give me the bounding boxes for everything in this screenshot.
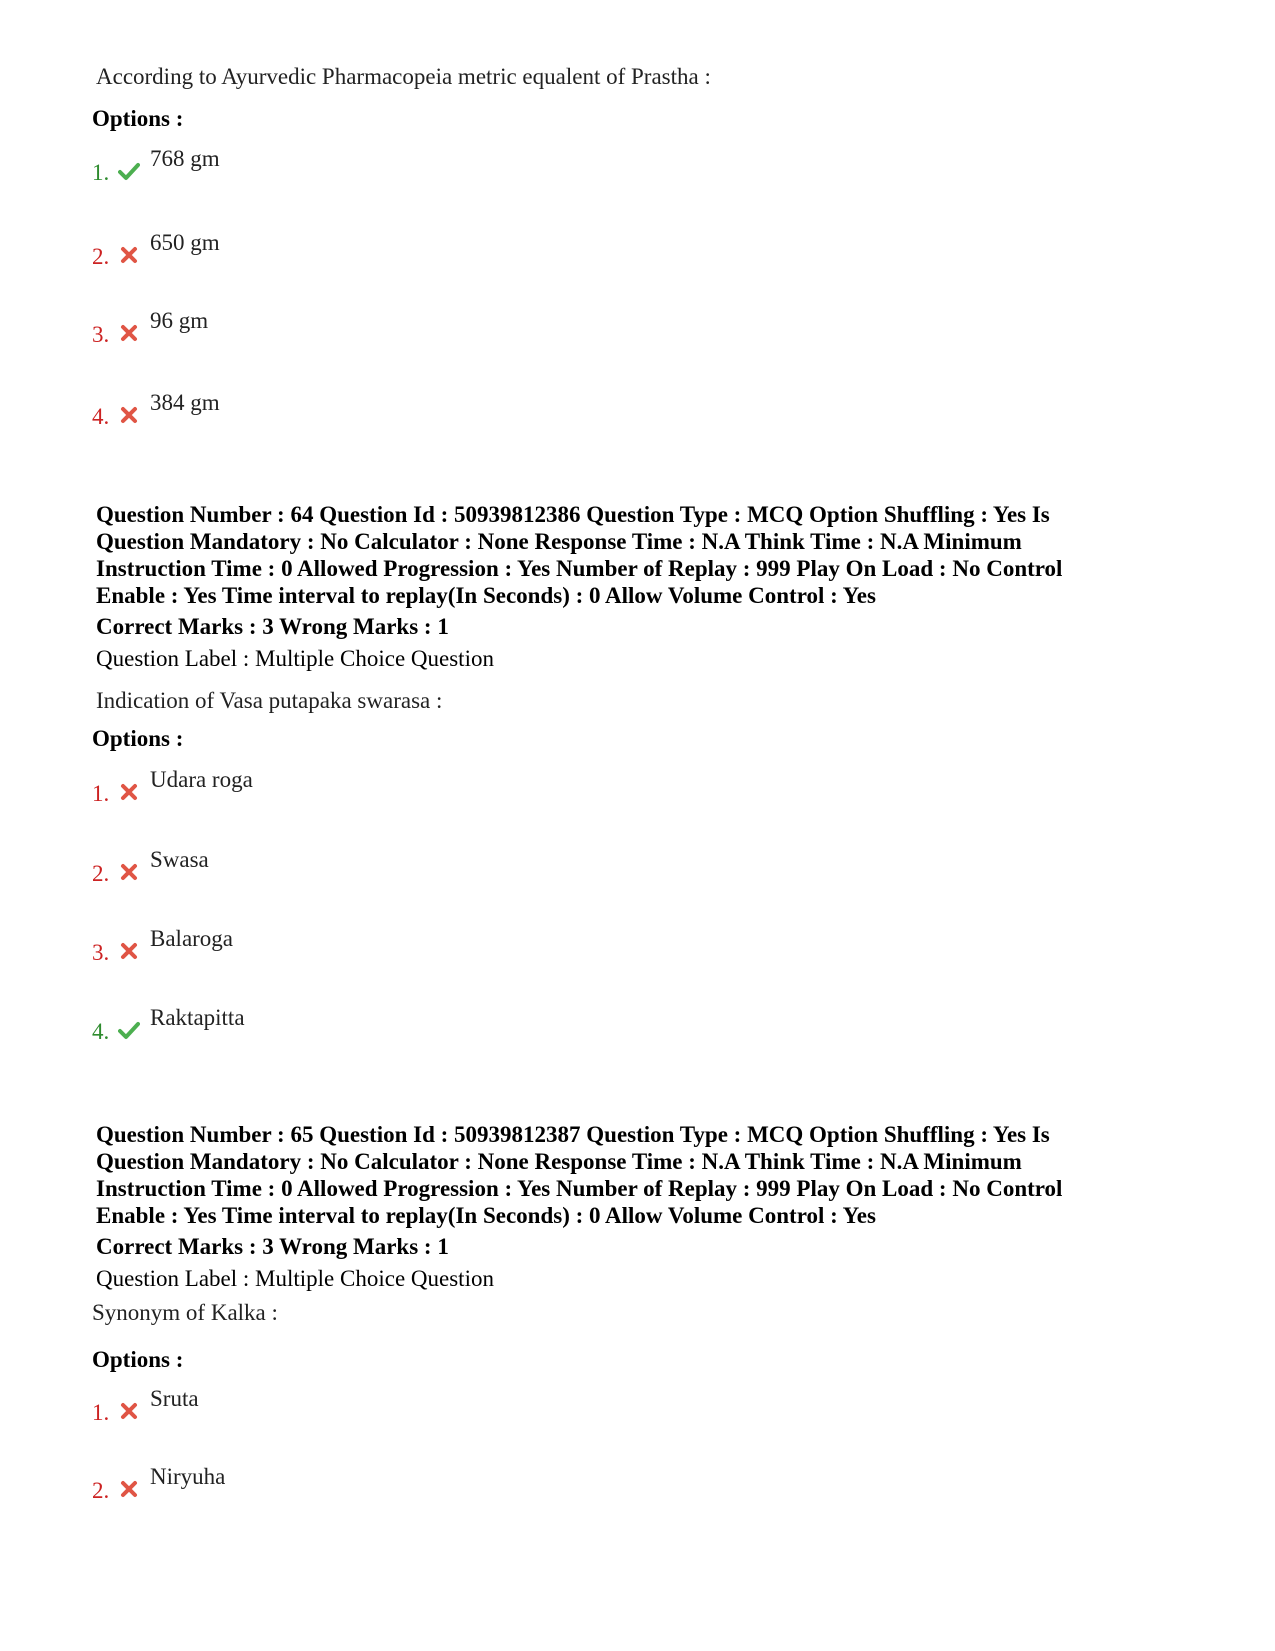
option-text: Udara roga [150,767,253,792]
options-label: Options : [92,106,184,131]
cross-icon [118,404,140,426]
option-text: 650 gm [150,230,220,255]
option-text: Swasa [150,847,209,872]
meta-line: Question Mandatory : No Calculator : None Response Time : N.A Think Time : N.A Minimum [96,529,1022,554]
option-text: 96 gm [150,308,209,333]
meta-line: Question Number : 65 Question Id : 50939812387 Question Type : MCQ Option Shuffling : Yes Is [96,1122,1050,1147]
marks-line: Correct Marks : 3 Wrong Marks : 1 [96,1234,449,1259]
meta-line: Enable : Yes Time interval to replay(In Seconds) : 0 Allow Volume Control : Yes [96,583,876,608]
meta-line: Question Number : 64 Question Id : 50939812386 Question Type : MCQ Option Shuffling : Yes Is [96,502,1050,527]
question-label: Question Label : Multiple Choice Question [96,646,494,671]
option-text: Sruta [150,1386,199,1411]
option-number: 1. [92,781,110,806]
option-number: 3. [92,940,110,965]
option-number: 3. [92,322,110,347]
question-label: Question Label : Multiple Choice Question [96,1266,494,1291]
option-text: Niryuha [150,1464,226,1489]
check-icon [118,1019,140,1041]
option-number: 4. [92,404,110,429]
option-text: 768 gm [150,146,220,171]
meta-line: Question Mandatory : No Calculator : None Response Time : N.A Think Time : N.A Minimum [96,1149,1022,1174]
question-text: According to Ayurvedic Pharmacopeia metric equalent of Prastha : [96,64,711,89]
cross-icon [118,861,140,883]
option-text: 384 gm [150,390,220,415]
meta-line: Instruction Time : 0 Allowed Progression : Yes Number of Replay : 999 Play On Load : No Control [96,556,1063,581]
cross-icon [118,244,140,266]
option-number: 2. [92,861,110,886]
options-label: Options : [92,726,184,751]
cross-icon [118,1400,140,1422]
option-number: 1. [92,160,110,185]
cross-icon [118,781,140,803]
option-text: Raktapitta [150,1005,245,1030]
option-number: 2. [92,1478,110,1503]
question-text: Synonym of Kalka : [92,1300,278,1325]
marks-line: Correct Marks : 3 Wrong Marks : 1 [96,614,449,639]
question-meta [96,1121,1196,1229]
question-meta [96,501,1196,609]
cross-icon [118,322,140,344]
options-label: Options : [92,1347,184,1372]
question-text: Indication of Vasa putapaka swarasa : [96,688,443,713]
cross-icon [118,1478,140,1500]
check-icon [118,160,140,182]
meta-line: Enable : Yes Time interval to replay(In Seconds) : 0 Allow Volume Control : Yes [96,1203,876,1228]
cross-icon [118,940,140,962]
option-number: 2. [92,244,110,269]
option-number: 4. [92,1019,110,1044]
option-number: 1. [92,1400,110,1425]
option-text: Balaroga [150,926,234,951]
meta-line: Instruction Time : 0 Allowed Progression : Yes Number of Replay : 999 Play On Load : No Control [96,1176,1063,1201]
